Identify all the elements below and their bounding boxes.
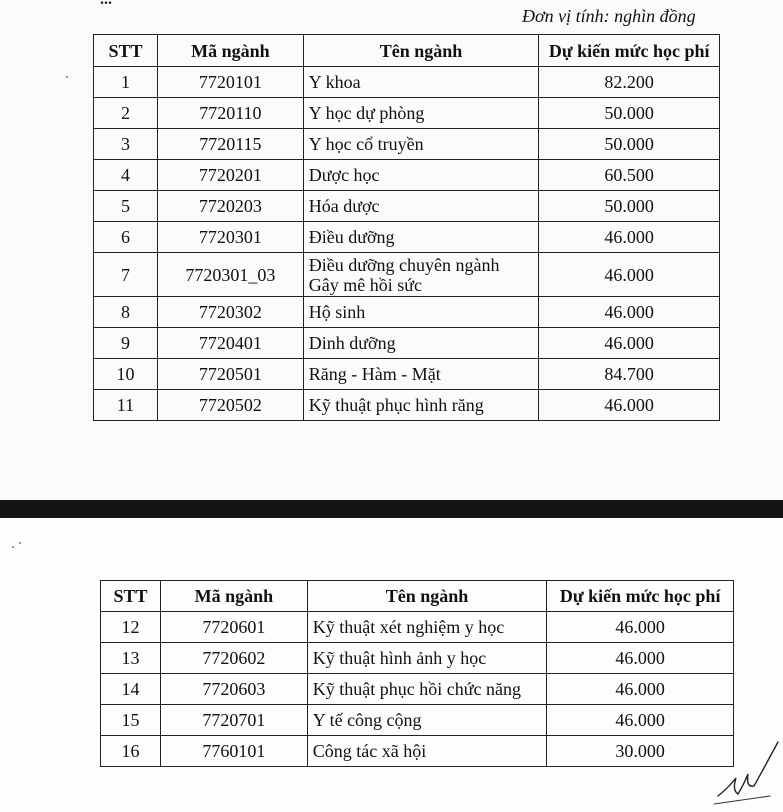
col-header-name: Tên ngành	[307, 581, 547, 612]
table-row	[94, 222, 720, 253]
col-header-code: Mã ngành	[160, 581, 307, 612]
cell-name: Y học cổ truyền	[303, 129, 539, 160]
tuition-table-1	[93, 34, 720, 421]
cell-name: Y học dự phòng	[303, 98, 539, 129]
cell-code: 7720601	[160, 612, 307, 643]
cell-stt: 11	[94, 390, 158, 421]
cell-fee: 46.000	[539, 222, 720, 253]
cell-fee: 50.000	[539, 98, 720, 129]
table-row	[94, 328, 720, 359]
table-row	[101, 736, 734, 767]
cell-fee: 46.000	[539, 390, 720, 421]
cell-name: Hóa dược	[303, 191, 539, 222]
table-row	[94, 359, 720, 390]
table-header-row	[101, 581, 734, 612]
speck	[12, 546, 14, 548]
table-row	[94, 129, 720, 160]
cell-fee: 46.000	[547, 674, 734, 705]
cell-stt: 15	[101, 705, 161, 736]
cell-name: Kỹ thuật xét nghiệm y học	[307, 612, 547, 643]
page-divider	[0, 500, 783, 518]
table-row	[94, 253, 720, 297]
cell-code: 7720110	[157, 98, 303, 129]
col-header-name: Tên ngành	[303, 35, 539, 67]
cell-code: 7720301	[157, 222, 303, 253]
cell-stt: 4	[94, 160, 158, 191]
cell-stt: 1	[94, 67, 158, 98]
cell-stt: 8	[94, 297, 158, 328]
cell-code: 7760101	[160, 736, 307, 767]
cell-stt: 14	[101, 674, 161, 705]
table-row	[101, 612, 734, 643]
col-header-code: Mã ngành	[157, 35, 303, 67]
cell-code: 7720602	[160, 643, 307, 674]
cell-stt: 7	[94, 253, 158, 297]
table-row	[101, 705, 734, 736]
cell-name: Kỹ thuật hình ảnh y học	[307, 643, 547, 674]
cell-stt: 13	[101, 643, 161, 674]
cell-name: Hộ sinh	[303, 297, 539, 328]
cell-name: Kỹ thuật phục hình răng	[303, 390, 539, 421]
cell-stt: 2	[94, 98, 158, 129]
cell-fee: 84.700	[539, 359, 720, 390]
cell-fee: 50.000	[539, 191, 720, 222]
cell-name: Dược học	[303, 160, 539, 191]
cell-fee: 46.000	[539, 297, 720, 328]
cell-code: 7720302	[157, 297, 303, 328]
cell-name: Dinh dưỡng	[303, 328, 539, 359]
table-row	[94, 191, 720, 222]
unit-note: Đơn vị tính: nghìn đồng	[522, 6, 696, 26]
cell-stt: 3	[94, 129, 158, 160]
cell-fee: 30.000	[547, 736, 734, 767]
cell-fee: 60.500	[539, 160, 720, 191]
cell-name: Kỹ thuật phục hồi chức năng	[307, 674, 547, 705]
cell-fee: 46.000	[547, 705, 734, 736]
cell-name: Y tế công cộng	[307, 705, 547, 736]
handwritten-signature	[712, 738, 780, 808]
table-row	[94, 67, 720, 98]
cell-fee: 46.000	[539, 253, 720, 297]
cell-stt: 10	[94, 359, 158, 390]
cell-name: Điều dưỡng	[303, 222, 539, 253]
speck	[19, 542, 21, 544]
cell-code: 7720701	[160, 705, 307, 736]
cell-stt: 5	[94, 191, 158, 222]
speck	[66, 76, 68, 78]
cell-name: Công tác xã hội	[307, 736, 547, 767]
table-row	[94, 390, 720, 421]
cell-name: Răng - Hàm - Mặt	[303, 359, 539, 390]
tuition-table-2	[100, 580, 734, 767]
cell-stt: 12	[101, 612, 161, 643]
cell-name: Y khoa	[303, 67, 539, 98]
table-row	[94, 160, 720, 191]
cell-fee: 46.000	[547, 643, 734, 674]
cell-stt: 6	[94, 222, 158, 253]
cell-fee: 46.000	[547, 612, 734, 643]
table-row	[94, 297, 720, 328]
table-header-row	[94, 35, 720, 67]
cell-name-line-2: Gây mê hồi sức	[308, 274, 423, 295]
cell-code: 7720401	[157, 328, 303, 359]
cell-code: 7720203	[157, 191, 303, 222]
col-header-fee: Dự kiến mức học phí	[547, 581, 734, 612]
col-header-fee: Dự kiến mức học phí	[539, 35, 720, 67]
table-row	[101, 674, 734, 705]
col-header-stt: STT	[101, 581, 161, 612]
cell-fee: 50.000	[539, 129, 720, 160]
cell-fee: 82.200	[539, 67, 720, 98]
cell-code: 7720603	[160, 674, 307, 705]
cell-name	[303, 253, 539, 297]
cell-name-line-1: Điều dưỡng chuyên ngành	[308, 254, 500, 275]
cell-code: 7720301_03	[157, 253, 303, 297]
cell-code: 7720502	[157, 390, 303, 421]
cell-fee: 46.000	[539, 328, 720, 359]
cell-code: 7720101	[157, 67, 303, 98]
cropped-header-text	[100, 0, 112, 9]
cell-code: 7720501	[157, 359, 303, 390]
cell-code: 7720115	[157, 129, 303, 160]
cell-stt: 16	[101, 736, 161, 767]
cell-code: 7720201	[157, 160, 303, 191]
table-row	[94, 98, 720, 129]
table-row	[101, 643, 734, 674]
col-header-stt: STT	[94, 35, 158, 67]
cell-stt: 9	[94, 328, 158, 359]
